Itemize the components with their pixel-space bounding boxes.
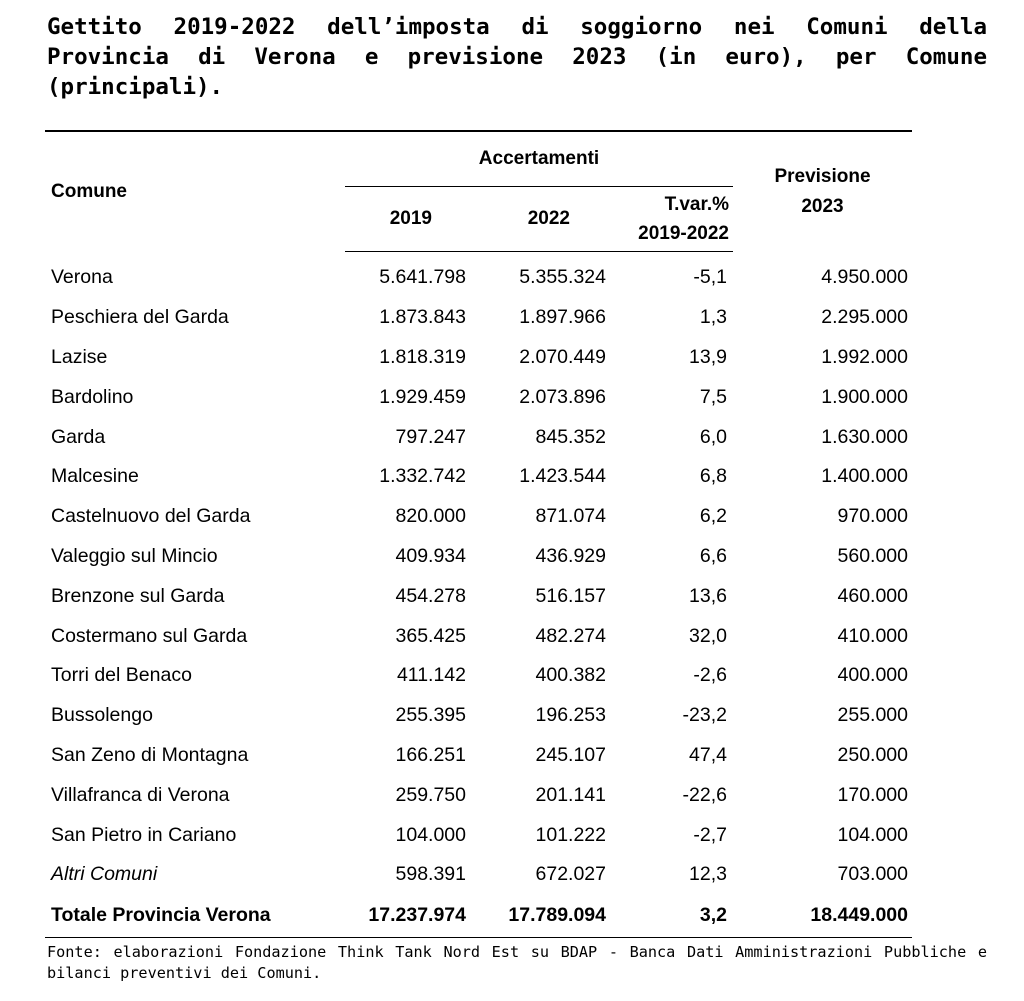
cell-2022: 1.897.966 [519,306,606,329]
header-accertamenti [345,132,733,187]
cell-2022: 400.382 [535,664,606,687]
source-note: Fonte: elaborazioni Fondazione Think Tank Nord Est su BDAP - Banca Dati Amministrazioni Pubbliche e bilanci preventivi dei Comuni. [47,943,987,982]
cell-previsione: 1.900.000 [821,385,908,408]
table-row [45,736,912,776]
cell-previsione: 1.992.000 [821,345,908,368]
cell-comune: Brenzone sul Garda [51,584,225,607]
cell-comune: Peschiera del Garda [51,306,229,329]
cell-previsione: 104.000 [837,823,908,846]
cell-2022: 845.352 [535,425,606,448]
cell-2019: 259.750 [395,783,466,806]
cell-2022: 196.253 [535,704,606,727]
table-row [45,457,912,497]
cell-comune: Castelnuovo del Garda [51,505,251,528]
table-row [45,775,912,815]
header-previsione-line1: Previsione [774,165,871,187]
cell-comune: San Pietro in Cariano [51,823,237,846]
cell-2019: 104.000 [395,823,466,846]
cell-variazione: 6,8 [699,465,727,488]
cell-2019: 1.332.742 [379,465,466,488]
cell-variazione: 6,6 [699,544,727,567]
table-row [45,656,912,696]
cell-variazione: 47,4 [689,743,727,766]
cell-previsione: 970.000 [837,505,908,528]
cell-previsione: 4.950.000 [821,266,908,289]
cell-comune: Bardolino [51,385,134,408]
cell-2022: 516.157 [535,584,606,607]
cell-2022: 1.423.544 [519,465,606,488]
table-title: Gettito 2019-2022 dell’imposta di soggiorno nei Comuni della Provincia di Verona e previsione 2023 (in euro), per Comune (principali). [47,14,987,100]
table-row [45,537,912,577]
cell-2019: 409.934 [395,544,466,567]
cell-variazione: -23,2 [682,704,727,727]
cell-previsione: 255.000 [837,704,908,727]
cell-2019: 820.000 [395,505,466,528]
cell-comune: Lazise [51,345,108,368]
cell-2019: 411.142 [396,664,466,687]
cell-variazione: -2,7 [693,823,727,846]
cell-variazione: 7,5 [699,385,727,408]
cell-variazione: 32,0 [689,624,727,647]
cell-previsione: 560.000 [837,544,908,567]
cell-variazione: 12,3 [689,863,727,886]
cell-2019: 797.247 [395,425,466,448]
total-2022: 17.789.094 [480,895,616,938]
cell-comune: Bussolengo [51,704,153,727]
table-row [45,298,912,338]
header-comune: Comune [51,180,127,202]
table-header [45,131,912,252]
total-previsione: 18.449.000 [733,895,912,938]
cell-previsione: 400.000 [837,664,908,687]
table-row [45,252,912,298]
table-row [45,815,912,855]
cell-2019: 454.278 [395,584,466,607]
table-row-total [45,895,912,938]
cell-2019: 598.391 [395,863,466,886]
cell-previsione: 1.400.000 [821,465,908,488]
table-row-altri-comuni [45,855,912,895]
table-row [45,497,912,537]
cell-previsione: 170.000 [837,783,908,806]
cell-comune: Altri Comuni [51,863,158,886]
cell-2022: 101.222 [535,823,606,846]
cell-previsione: 460.000 [837,584,908,607]
cell-2019: 255.395 [395,704,466,727]
cell-previsione: 250.000 [837,743,908,766]
cell-variazione: 6,2 [699,505,727,528]
cell-2022: 672.027 [535,863,606,886]
cell-variazione: 6,0 [699,425,727,448]
cell-2019: 1.929.459 [379,385,466,408]
header-variazione-line1: T.var.% [664,194,729,215]
cell-2022: 245.107 [535,743,606,766]
cell-comune: San Zeno di Montagna [51,743,249,766]
cell-variazione: -5,1 [693,266,727,289]
cell-previsione: 703.000 [837,863,908,886]
cell-comune: Costermano sul Garda [51,624,248,647]
cell-variazione: -22,6 [682,783,727,806]
cell-variazione: 13,6 [689,584,727,607]
cell-variazione: 13,9 [689,345,727,368]
cell-2022: 482.274 [535,624,606,647]
cell-previsione: 2.295.000 [821,306,908,329]
header-2019: 2019 [345,187,480,252]
data-table [45,130,912,938]
cell-variazione: 1,3 [699,306,727,329]
table-row [45,417,912,457]
cell-2022: 871.074 [535,505,606,528]
cell-2022: 5.355.324 [519,266,606,289]
header-variazione [616,187,733,252]
cell-2022: 2.070.449 [519,345,606,368]
header-2022: 2022 [480,187,616,252]
table-row [45,338,912,378]
cell-2019: 1.873.843 [379,306,466,329]
cell-2022: 436.929 [535,544,606,567]
table-row [45,377,912,417]
cell-comune: Valeggio sul Mincio [51,544,218,567]
cell-comune: Garda [51,425,106,448]
header-previsione [733,132,912,252]
header-previsione-line2: 2023 [801,195,844,217]
data-table-container [45,130,912,938]
total-label: Totale Provincia Verona [45,895,345,938]
cell-2019: 365.425 [395,624,466,647]
table-row [45,616,912,656]
cell-comune: Torri del Benaco [51,664,192,687]
cell-variazione: -2,6 [693,664,727,687]
table-row [45,696,912,736]
cell-comune: Villafranca di Verona [51,783,230,806]
table-row [45,576,912,616]
cell-2022: 201.141 [535,783,606,806]
cell-previsione: 1.630.000 [821,425,908,448]
cell-2022: 2.073.896 [519,385,606,408]
table-body [45,252,912,938]
cell-comune: Malcesine [51,465,139,488]
total-variazione: 3,2 [616,895,733,938]
cell-previsione: 410.000 [837,624,908,647]
cell-comune: Verona [51,266,113,289]
cell-2019: 5.641.798 [379,266,466,289]
cell-2019: 166.251 [395,743,466,766]
total-2019: 17.237.974 [345,895,480,938]
header-variazione-line2: 2019-2022 [638,223,729,244]
header-accertamenti-label: Accertamenti [478,148,600,169]
cell-2019: 1.818.319 [379,345,466,368]
